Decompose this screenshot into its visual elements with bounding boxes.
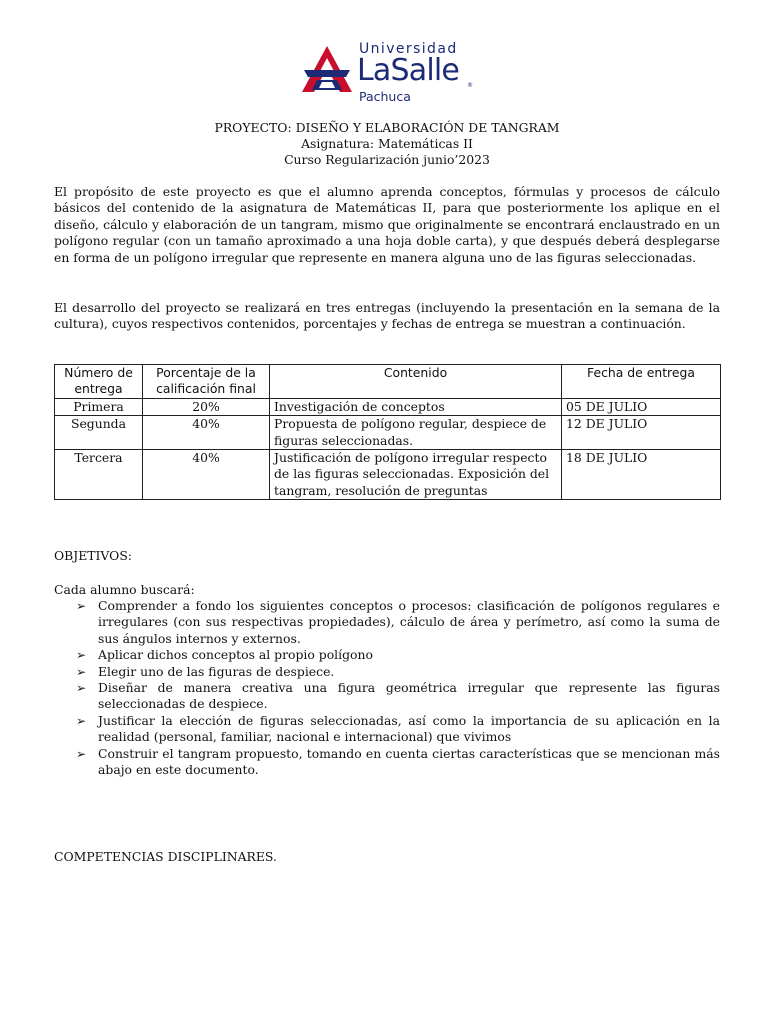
row-percent: 40% (143, 416, 270, 450)
list-item (54, 598, 720, 647)
document-heading (54, 120, 720, 168)
arrow-bullet-icon: ➢ (76, 648, 87, 663)
header-content: Contenido (270, 365, 562, 399)
header-date: Fecha de entrega (562, 365, 721, 399)
objective-text: Diseñar de manera creativa una figura geométrica irregular que represente las figuras seleccionadas de despiece. (98, 680, 720, 712)
list-item (54, 713, 720, 746)
purpose-paragraph: El propósito de este proyecto es que el alumno aprenda conceptos, fórmulas y procesos de cálculo básicos del contenido de la asignatura de Matemáticas II, para que posteriormente los aplique en el diseño, cálculo y elaboración de un tangram, mismo que originalmente se encontrará enclaustrado en un polígono regular (con un tamaño aproximado a una hoja doble carta), y que después deberá desplegarse en forma de un polígono irregular que represente en manera alguna uno de las figuras seleccionadas. (54, 184, 720, 265)
row-number: Tercera (55, 450, 143, 500)
subject-line: Asignatura: Matemáticas II (301, 136, 473, 151)
row-number: Primera (55, 398, 143, 415)
objective-text: Construir el tangram propuesto, tomando en cuenta ciertas características que se mencionan más abajo en este documento. (98, 745, 720, 778)
row-number: Segunda (55, 416, 143, 450)
arrow-bullet-icon: ➢ (76, 681, 87, 696)
development-paragraph: El desarrollo del proyecto se realizará en tres entregas (incluyendo la presentación en la semana de la cultura), cuyos respectivos contenidos, porcentajes y fechas de entrega se muestran a continuación. (54, 300, 720, 332)
objectives-intro: Cada alumno buscará: (54, 582, 195, 597)
row-date: 18 DE JULIO (562, 450, 721, 500)
row-date: 05 DE JULIO (562, 398, 721, 415)
arrow-bullet-icon: ➢ (76, 746, 87, 761)
objectives-title: OBJETIVOS: (54, 548, 132, 563)
logo-top-text: Universidad (359, 41, 458, 57)
row-date: 12 DE JULIO (562, 416, 721, 450)
row-content: Investigación de conceptos (270, 398, 562, 415)
list-item (54, 680, 720, 713)
objective-text: Aplicar dichos conceptos al propio polígono (98, 647, 373, 663)
list-item (54, 746, 720, 779)
arrow-bullet-icon: ➢ (76, 664, 87, 679)
table-header-row (55, 365, 721, 399)
table-row (55, 450, 721, 500)
header-number: Número de entrega (55, 365, 143, 399)
objective-text: Comprender a fondo los siguientes conceptos o procesos: clasificación de polígonos regulares e irregulares (con sus respectivas propiedades), cálculo de área y perímetro, así como la suma de sus ángulos internos y externos. (98, 598, 720, 646)
header-percent: Porcentaje de la calificación final (143, 365, 270, 399)
row-percent: 20% (143, 398, 270, 415)
objective-text: Justificar la elección de figuras seleccionadas, así como la importancia de su aplicación en la realidad (personal, familiar, nacional e internacional) que vivimos (98, 712, 720, 745)
objective-text: Elegir uno de las figuras de despiece. (98, 663, 335, 679)
competencies-title: COMPETENCIAS DISCIPLINARES. (54, 849, 277, 864)
logo-main-text: LaSalle (357, 53, 460, 88)
objectives-list (54, 598, 720, 778)
logo-registered-mark: ® (467, 82, 473, 89)
deliveries-table (54, 364, 721, 500)
course-line: Curso Regularización junio’2023 (284, 152, 490, 167)
logo-campus-text: Pachuca (359, 89, 411, 104)
row-content: Propuesta de polígono regular, despiece de figuras seleccionadas. (270, 416, 562, 450)
list-item (54, 647, 720, 663)
row-percent: 40% (143, 450, 270, 500)
project-title: PROYECTO: DISEÑO Y ELABORACIÓN DE TANGRAM (214, 120, 560, 135)
list-item (54, 664, 720, 680)
la-salle-star-icon (300, 44, 354, 94)
row-content: Justificación de polígono irregular respecto de las figuras seleccionadas. Exposición del tangram, resolución de preguntas (270, 450, 562, 500)
arrow-bullet-icon: ➢ (76, 599, 87, 613)
arrow-bullet-icon: ➢ (76, 713, 87, 728)
university-logo (300, 40, 475, 106)
table-row (55, 398, 721, 415)
table-row (55, 416, 721, 450)
